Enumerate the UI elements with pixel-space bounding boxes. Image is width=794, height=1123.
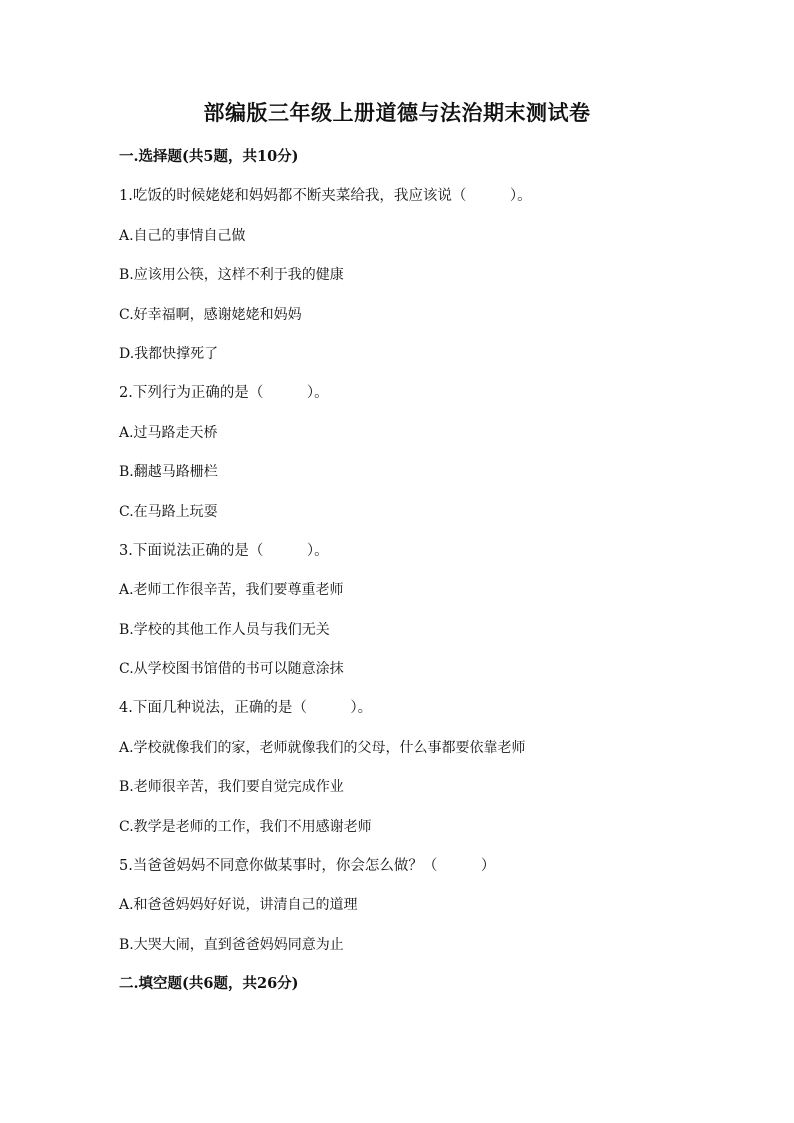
- question-1-option-b: B.应该用公筷，这样不利于我的健康: [119, 267, 344, 283]
- question-4-option-c: C.教学是老师的工作，我们不用感谢老师: [119, 819, 372, 835]
- question-4-stem: 4.下面几种说法，正确的是（ ）。: [119, 700, 373, 716]
- question-4-option-b: B.老师很辛苦，我们要自觉完成作业: [119, 779, 344, 795]
- question-4-option-a: A.学校就像我们的家，老师就像我们的父母，什么事都要依靠老师: [119, 740, 526, 756]
- question-3-option-c: C.从学校图书馆借的书可以随意涂抹: [119, 661, 344, 677]
- question-5-option-b: B.大哭大闹，直到爸爸妈妈同意为止: [119, 937, 344, 953]
- question-3-stem: 3.下面说法正确的是（ ）。: [119, 543, 329, 559]
- question-5-option-a: A.和爸爸妈妈好好说，讲清自己的道理: [119, 897, 358, 913]
- section-heading-fill-in: 二.填空题(共6题，共26分): [119, 975, 299, 992]
- exam-title: 部编版三年级上册道德与法治期末测试卷: [203, 100, 591, 125]
- question-1-option-a: A.自己的事情自己做: [119, 228, 246, 244]
- question-2-option-c: C.在马路上玩耍: [119, 504, 218, 520]
- question-3-option-b: B.学校的其他工作人员与我们无关: [119, 622, 330, 638]
- section-heading-choice: 一.选择题(共5题，共10分): [119, 148, 299, 165]
- question-1-stem: 1.吃饭的时候姥姥和妈妈都不断夹菜给我，我应该说（ ）。: [119, 188, 532, 204]
- question-5-stem: 5.当爸爸妈妈不同意你做某事时，你会怎么做？（ ）: [119, 858, 496, 874]
- question-1-option-c: C.好幸福啊，感谢姥姥和妈妈: [119, 307, 302, 323]
- question-3-option-a: A.老师工作很辛苦，我们要尊重老师: [119, 582, 344, 598]
- question-2-option-a: A.过马路走天桥: [119, 425, 218, 441]
- question-2-option-b: B.翻越马路栅栏: [119, 464, 218, 480]
- question-2-stem: 2.下列行为正确的是（ ）。: [119, 385, 329, 401]
- question-1-option-d: D.我都快撑死了: [119, 346, 219, 362]
